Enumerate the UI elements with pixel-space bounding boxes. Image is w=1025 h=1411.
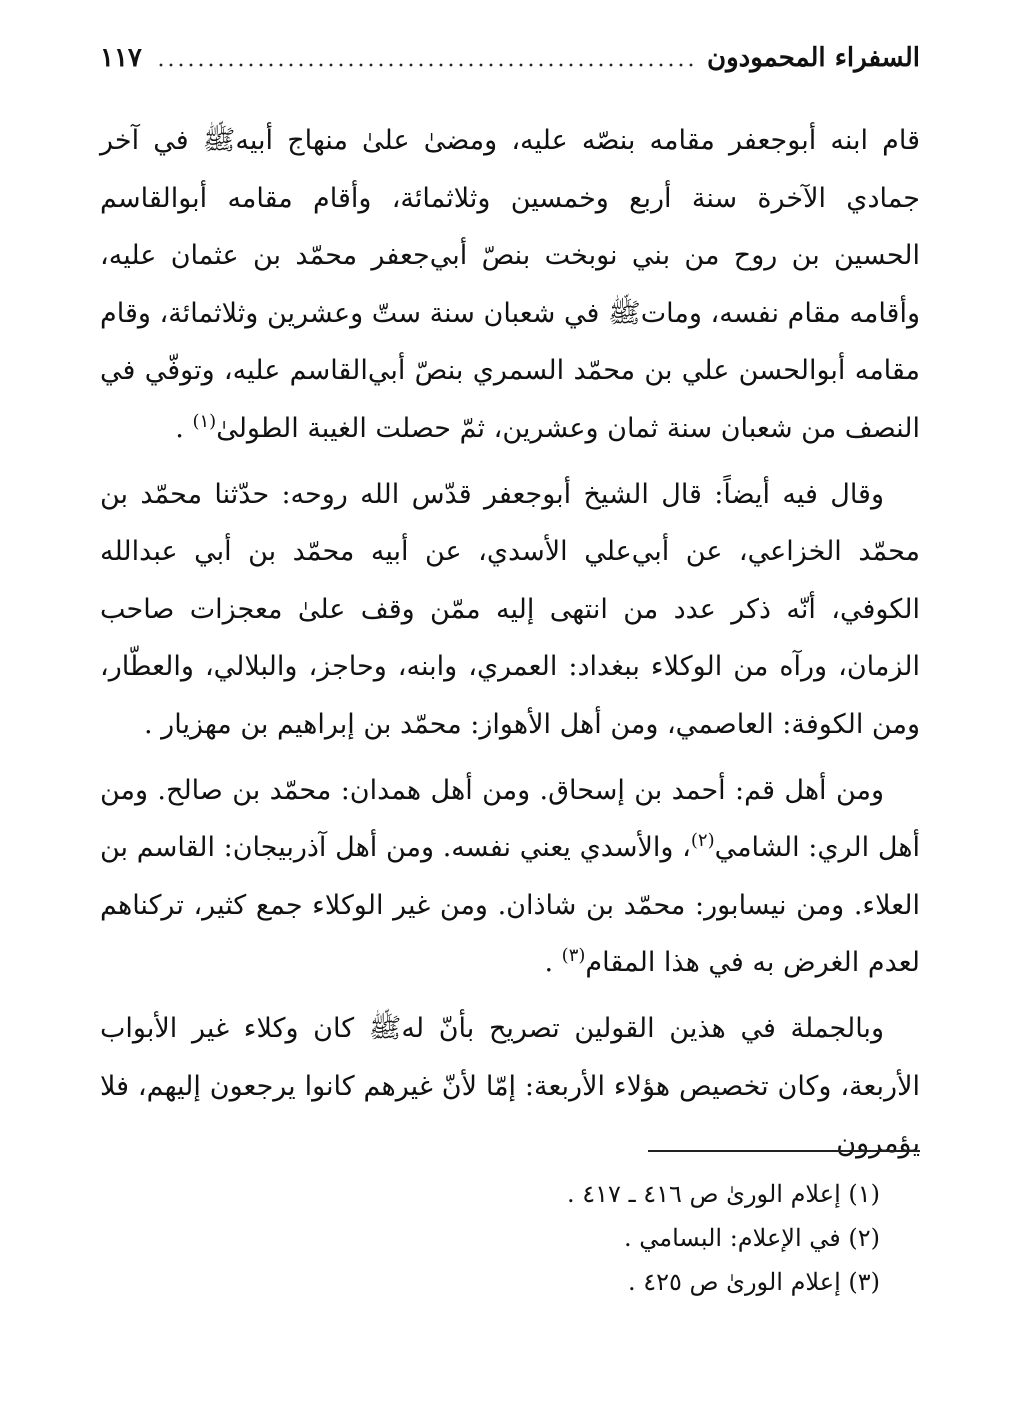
footnote-ref-1: (١) bbox=[192, 410, 217, 432]
paragraph-3-text: ، والأسدي يعني نفسه. ومن أهل آذربيجان: القاسم بن العلاء. ومن نيسابور: محمّد بن شاذان. ومن غير الوكلاء جمع كثير، تركناهم لعدم الغرض به في هذا المقام bbox=[100, 832, 920, 979]
running-title: السفراء المحمودون bbox=[707, 43, 920, 73]
paragraph-3-text-before: ومن أهل قم: أحمد بن إسحاق. ومن أهل همدان: محمّد بن صالح. ومن أهل الري: الشامي bbox=[100, 774, 921, 864]
paragraph-3 bbox=[100, 762, 920, 992]
paragraph-2-text: وقال فيه أيضاً: قال الشيخ أبوجعفر قدّس الله روحه: حدّثنا محمّد بن محمّد الخزاعي، عن أبي‌علي الأسدي، عن أبيه محمّد بن أبي عبدالله الكوفي، أنّه ذكر عدد من انتهى إليه ممّن وقف علىٰ معجزات صاحب الزمان، ورآه من الوكلاء ببغداد: العمري، وابنه، وحاجز، والبلالي، والعطّار، ومن الكوفة: العاصمي، ومن أهل الأهواز: محمّد بن إبراهيم بن مهزيار . bbox=[100, 478, 920, 740]
page-number: ١١٧ bbox=[100, 43, 142, 73]
paragraph-4 bbox=[100, 1000, 920, 1173]
paragraph-3-end: . bbox=[544, 947, 562, 979]
paragraph-4-text: وبالجملة في هذين القولين تصريح بأنّ لهﷺ كان وكلاء غير الأبواب الأربعة، وكان تخصيص هؤلاء الأربعة: إمّا لأنّ غيرهم كانوا يرجعون إليهم، فلا يؤمرون bbox=[100, 1012, 920, 1160]
footnote-3: (٣) إعلام الورىٰ ص ٤٢٥ . bbox=[627, 1268, 880, 1296]
footnote-2: (٢) في الإعلام: البسامي . bbox=[624, 1224, 880, 1252]
dot-leader bbox=[156, 63, 693, 67]
paragraph-1-text: قام ابنه أبوجعفر مقامه بنصّه عليه، ومضىٰ علىٰ منهاج أبيهﷺ في آخر جمادي الآخرة سنة أربع وخمسين وثلاثمائة، وأقام مقامه أبوالقاسم الحسين بن روح من بني نوبخت بنصّ أبي‌جعفر محمّد بن عثمان عليه، وأقامه مقام نفسه، وماتﷺ في شعبان سنة ستّ وعشرين وثلاثمائة، وقام مقامه أبوالحسن علي بن محمّد السمري بنصّ أبي‌القاسم عليه، وتوفّي في النصف من شعبان سنة ثمان وعشرين، ثمّ حصلت الغيبة الطولىٰ bbox=[100, 125, 920, 444]
paragraph-1-end: . bbox=[175, 412, 193, 444]
paragraph-1 bbox=[100, 112, 920, 458]
footnote-separator bbox=[648, 1150, 920, 1152]
footnote-1: (١) إعلام الورىٰ ص ٤١٦ ـ ٤١٧ . bbox=[567, 1180, 880, 1208]
paragraph-2 bbox=[100, 466, 920, 754]
footnotes bbox=[500, 1172, 880, 1304]
footnote-ref-3: (٣) bbox=[561, 945, 586, 967]
footnote-ref-2: (٢) bbox=[690, 830, 715, 852]
page-header bbox=[100, 38, 920, 78]
body-text bbox=[100, 112, 920, 1181]
